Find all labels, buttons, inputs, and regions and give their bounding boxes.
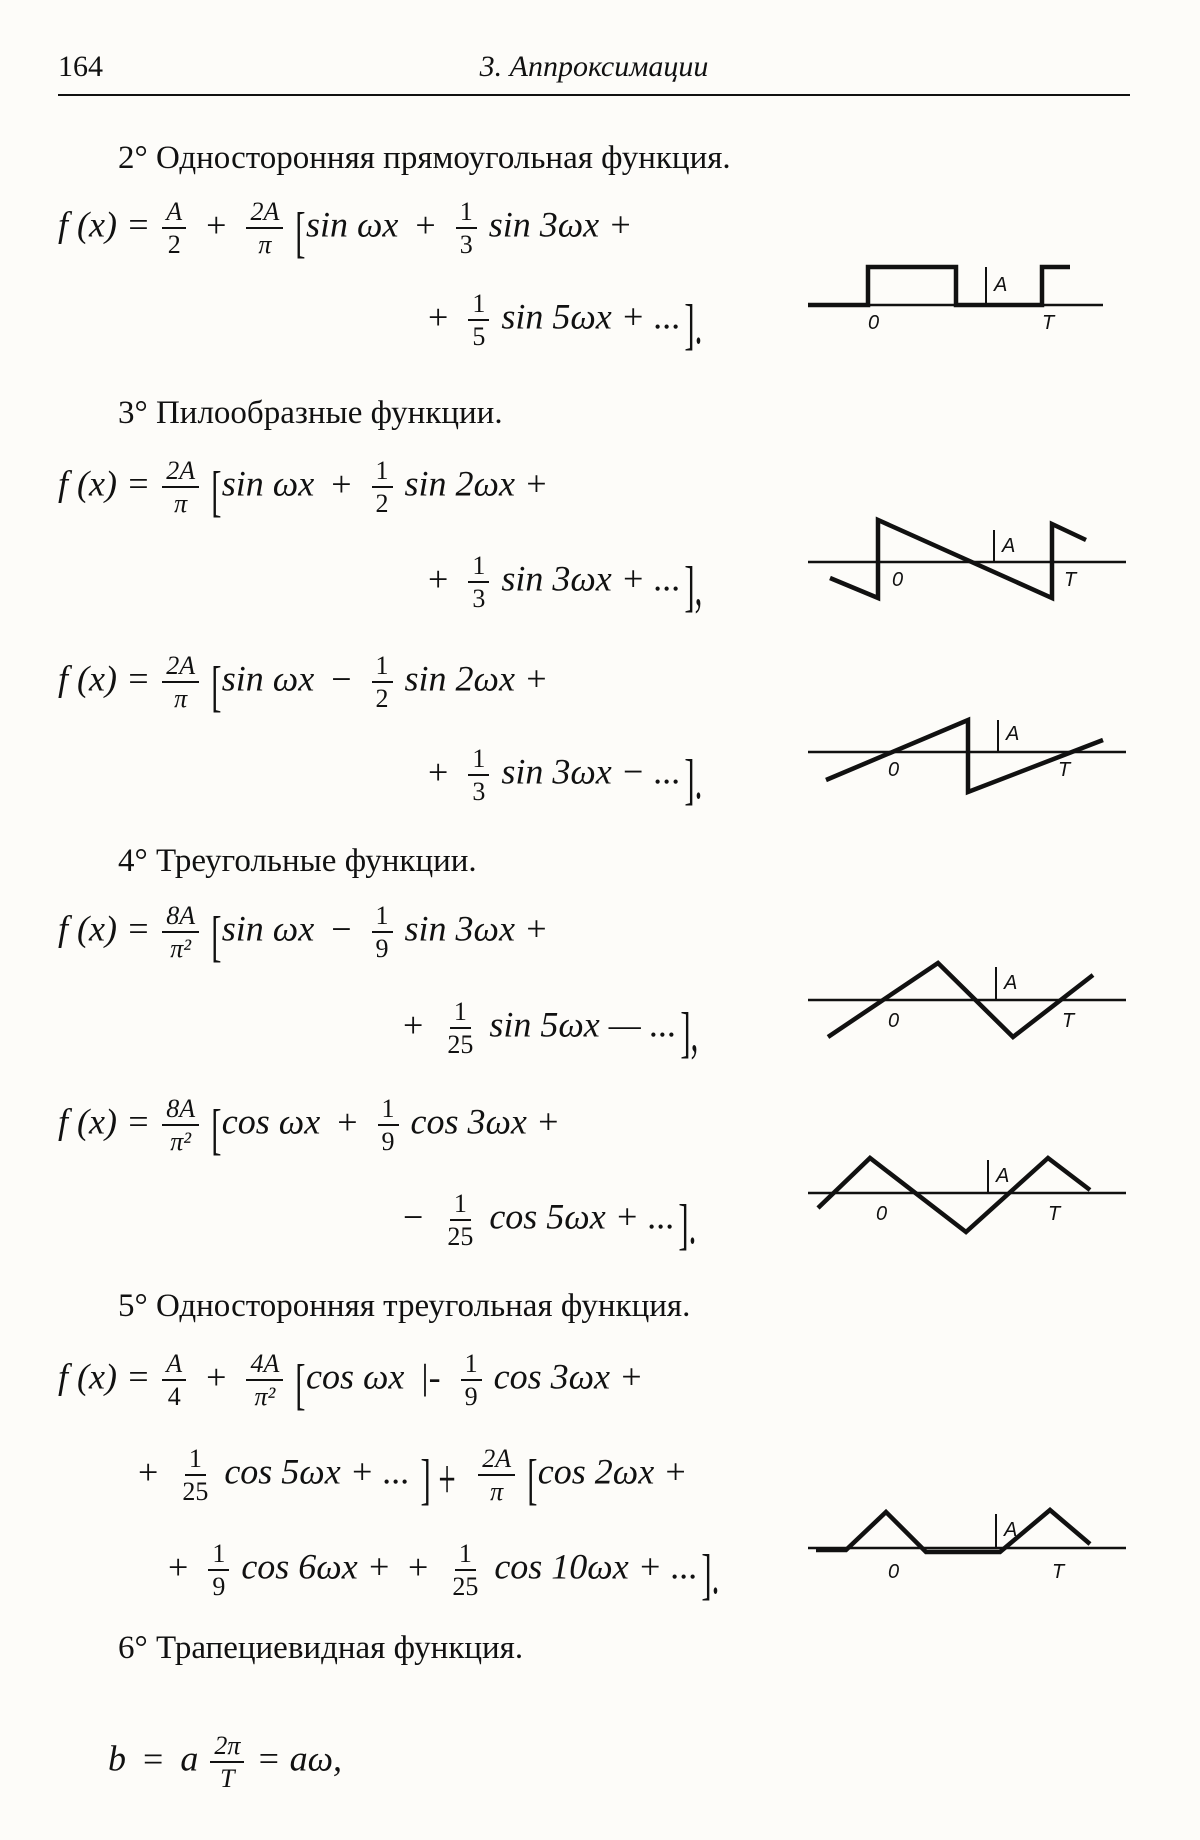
svg-text:T: T — [1062, 1010, 1075, 1032]
svg-text:0: 0 — [888, 1010, 900, 1032]
formula-3b-line-1: f (x) = $\frac{2A}{\pi}$ [sin ωx − $\frac{1}{2}$ sin 2ωx + — [58, 651, 549, 718]
page-number: 164 — [58, 50, 103, 83]
svg-text:0: 0 — [868, 312, 880, 334]
formula-2-line-1: f (x) = $\frac{A}{2}$ + $\frac{2A}{\pi}$ [sin ωx + $\frac{1}{3}$ sin 3ωx + — [58, 197, 633, 264]
formula-4b-line-1: f (x) = $\frac{8A}{\text{π²}}$ [cos ωx + $\frac{1}{9}$ cos 3ωx + — [58, 1094, 561, 1161]
heading-s3: 3° Пилообразные функции. — [118, 395, 503, 431]
formula-4b-line-2: − $\frac{1}{25}$ cos 5ωx + ...]. — [403, 1189, 697, 1256]
formula-3b-line-2: + $\frac{1}{3}$ sin 3ωx − ...]. — [428, 744, 703, 811]
svg-text:A: A — [1002, 535, 1016, 557]
svg-text:A: A — [996, 1165, 1010, 1187]
svg-text:0: 0 — [892, 569, 904, 591]
formula-3a-line-1: f (x) = $\frac{2A}{\pi}$ [sin ωx + $\frac{1}{2}$ sin 2ωx + — [58, 456, 549, 523]
heading-s4: 4° Треугольные функции. — [118, 843, 477, 879]
formula-4a-line-1: f (x) = $\frac{8A}{\text{π²}}$ [sin ωx − $\frac{1}{9}$ sin 3ωx + — [58, 901, 549, 968]
svg-text:T: T — [1042, 312, 1055, 334]
svg-text:0: 0 — [888, 759, 900, 781]
formula-5-line-2: + $\frac{1}{25}$ cos 5ωx + ... ] + $\frac{2A}{\pi}$ [cos 2ωx + — [138, 1444, 688, 1511]
formula-3a-line-2: + $\frac{1}{3}$ sin 3ωx + ...], — [428, 551, 703, 618]
svg-text:0: 0 — [876, 1203, 888, 1225]
figure-sawtooth-falling — [808, 510, 1128, 610]
running-head — [58, 50, 1130, 96]
svg-text:T: T — [1048, 1203, 1061, 1225]
svg-text:A: A — [994, 274, 1008, 296]
chapter-title: 3. Аппроксимации — [479, 50, 709, 83]
svg-text:T: T — [1064, 569, 1077, 591]
figure-triangle-sine — [808, 955, 1128, 1055]
formula-5-line-3: + $\frac{1}{9}$ cos 6ωx + + $\frac{1}{25}$ cos 10ωx + ...]. — [168, 1539, 720, 1606]
formula-5-line-1: f (x) = $\frac{A}{4}$ + $\frac{4A}{\text{π²}}$ [cos ωx |- $\frac{1}{9}$ cos 3ωx + — [58, 1349, 644, 1416]
formula-6: b = a $\frac{2\pi}{T}$ = aω, — [108, 1731, 343, 1794]
figure-sawtooth-rising — [808, 708, 1128, 808]
formula-2-line-2: + $\frac{1}{5}$ sin 5ωx + ...]. — [428, 289, 703, 356]
svg-text:A: A — [1004, 1519, 1018, 1541]
heading-s5: 5° Односторонняя треугольная функция. — [118, 1288, 691, 1324]
svg-text:0: 0 — [888, 1561, 900, 1583]
formula-4a-line-2: + $\frac{1}{25}$ sin 5ωx — ...], — [403, 997, 699, 1064]
svg-text:A: A — [1006, 723, 1020, 745]
svg-text:A: A — [1004, 972, 1018, 994]
svg-text:T: T — [1058, 759, 1071, 781]
heading-s2: 2° Односторонняя прямоугольная функция. — [118, 140, 731, 176]
svg-text:T: T — [1052, 1561, 1065, 1583]
figure-triangle-cosine — [808, 1148, 1128, 1248]
figure-rectangular-wave — [808, 255, 1108, 335]
heading-s6: 6° Трапециевидная функция. — [118, 1630, 524, 1666]
figure-one-sided-triangle — [808, 1500, 1128, 1595]
